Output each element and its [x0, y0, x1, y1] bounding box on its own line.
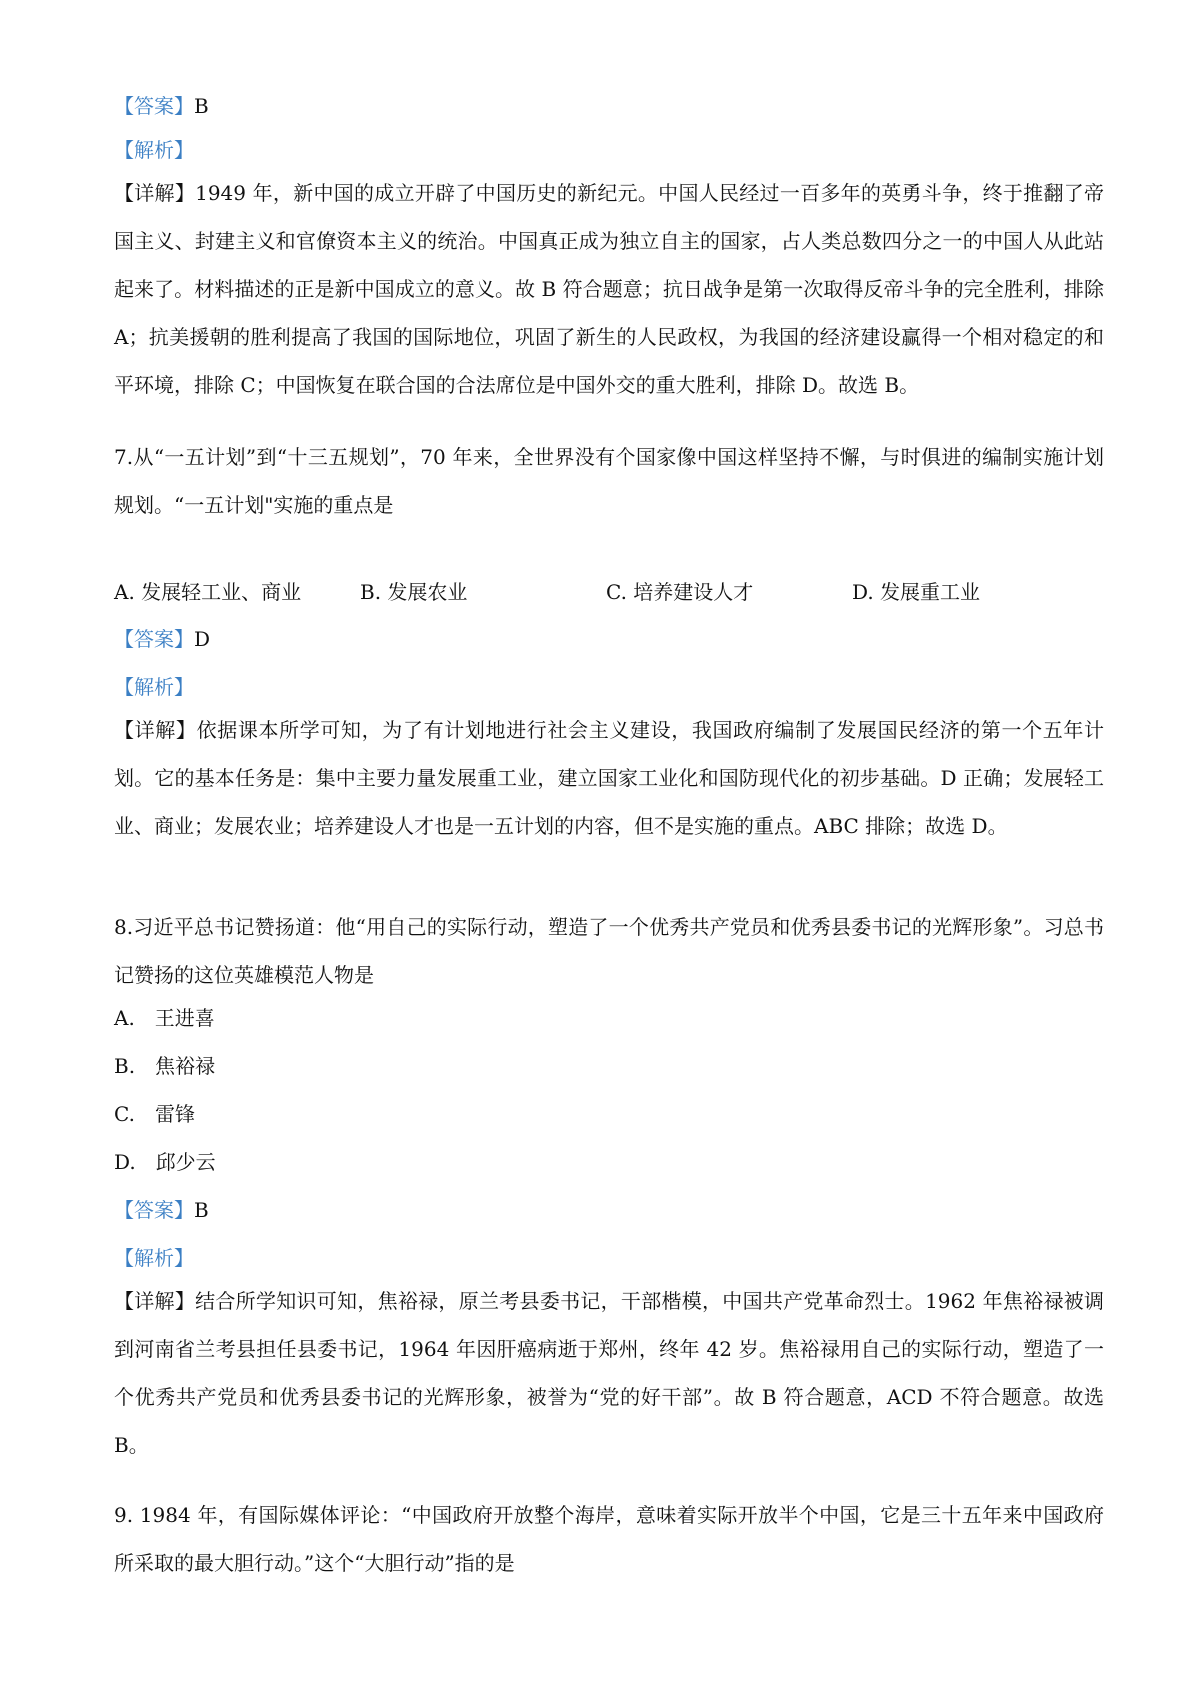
- q8-analysis-line: [114, 1244, 1104, 1272]
- q7-option-a: A. 发展轻工业、商业: [114, 580, 302, 604]
- q7-detail-text: 依据课本所学可知，为了有计划地进行社会主义建设，我国政府编制了发展国民经济的第一个五年计划。它的基本任务是：集中主要力量发展重工业，建立国家工业化和国防现代化的初步基础。D 正确；发展轻工业、商业；发展农业；培养建设人才也是一五计划的内容，但不是实施的重点。ABC 排除；故选 D。: [114, 718, 1105, 838]
- q7-stem: 7.从“一五计划”到“十三五规划”，70 年来，全世界没有个国家像中国这样坚持不懈，与时俱进的编制实施计划规划。“一五计划"实施的重点是: [114, 445, 1104, 517]
- answer-tag: 【答案】: [114, 1198, 194, 1222]
- q7-answer-line: [114, 625, 1104, 653]
- q8-answer-line: [114, 1196, 1104, 1224]
- q7-option-c: C. 培养建设人才: [606, 580, 754, 604]
- q8-option-d: D. 邱少云: [114, 1150, 216, 1174]
- q9-stem: 9. 1984 年，有国际媒体评论：“中国政府开放整个海岸，意味着实际开放半个中国，它是三十五年来中国政府所采取的最大胆行动。”这个“大胆行动”指的是: [114, 1503, 1104, 1575]
- q7-option-d: D. 发展重工业: [852, 580, 981, 604]
- q8-answer-value: B: [194, 1198, 209, 1222]
- q8-detail-text: 结合所学知识可知，焦裕禄，原兰考县委书记，干部楷模，中国共产党革命烈士。1962 年焦裕禄被调到河南省兰考县担任县委书记，1964 年因肝癌病逝于郑州，终年 42 岁。焦裕禄用自己的实际行动，塑造了一个优秀共产党员和优秀县委书记的光辉形象，被誉为“党的好干部”。故 B 符合题意，ACD 不符合题意。故选 B。: [114, 1289, 1104, 1457]
- detail-tag: 【详解】: [114, 181, 196, 205]
- q8-stem: 8.习近平总书记赞扬道：他“用自己的实际行动，塑造了一个优秀共产党员和优秀县委书记的光辉形象”。习总书记赞扬的这位英雄模范人物是: [114, 915, 1104, 987]
- q6-analysis-line: [114, 136, 1104, 164]
- q8-detail: [114, 1277, 1104, 1469]
- analysis-tag: 【解析】: [114, 1246, 194, 1270]
- answer-tag: 【答案】: [114, 94, 194, 118]
- q8-option-a: A. 王进喜: [114, 1006, 215, 1030]
- q6-detail: [114, 169, 1104, 409]
- analysis-tag: 【解析】: [114, 138, 194, 162]
- q6-detail-text: 1949 年，新中国的成立开辟了中国历史的新纪元。中国人民经过一百多年的英勇斗争，终于推翻了帝国主义、封建主义和官僚资本主义的统治。中国真正成为独立自主的国家，占人类总数四分之一的中国人从此站起来了。材料描述的正是新中国成立的意义。故 B 符合题意；抗日战争是第一次取得反帝斗争的完全胜利，排除 A；抗美援朝的胜利提高了我国的国际地位，巩固了新生的人民政权，为我国的经济建设赢得一个相对稳定的和平环境，排除 C；中国恢复在联合国的合法席位是中国外交的重大胜利，排除 D。故选 B。: [114, 181, 1104, 397]
- answer-tag: 【答案】: [114, 627, 194, 651]
- q7-answer-value: D: [194, 627, 211, 651]
- q8-option-b: B. 焦裕禄: [114, 1054, 216, 1078]
- detail-tag: 【详解】: [114, 1289, 196, 1313]
- q7-options: [114, 578, 1104, 606]
- q8-option-c: C. 雷锋: [114, 1102, 195, 1126]
- detail-tag: 【详解】: [114, 718, 197, 742]
- q6-answer-value: B: [194, 94, 209, 118]
- q7-detail: [114, 706, 1104, 850]
- q7-analysis-line: [114, 673, 1104, 701]
- analysis-tag: 【解析】: [114, 675, 194, 699]
- q7-option-b: B. 发展农业: [360, 580, 468, 604]
- q6-answer-line: [114, 92, 1104, 120]
